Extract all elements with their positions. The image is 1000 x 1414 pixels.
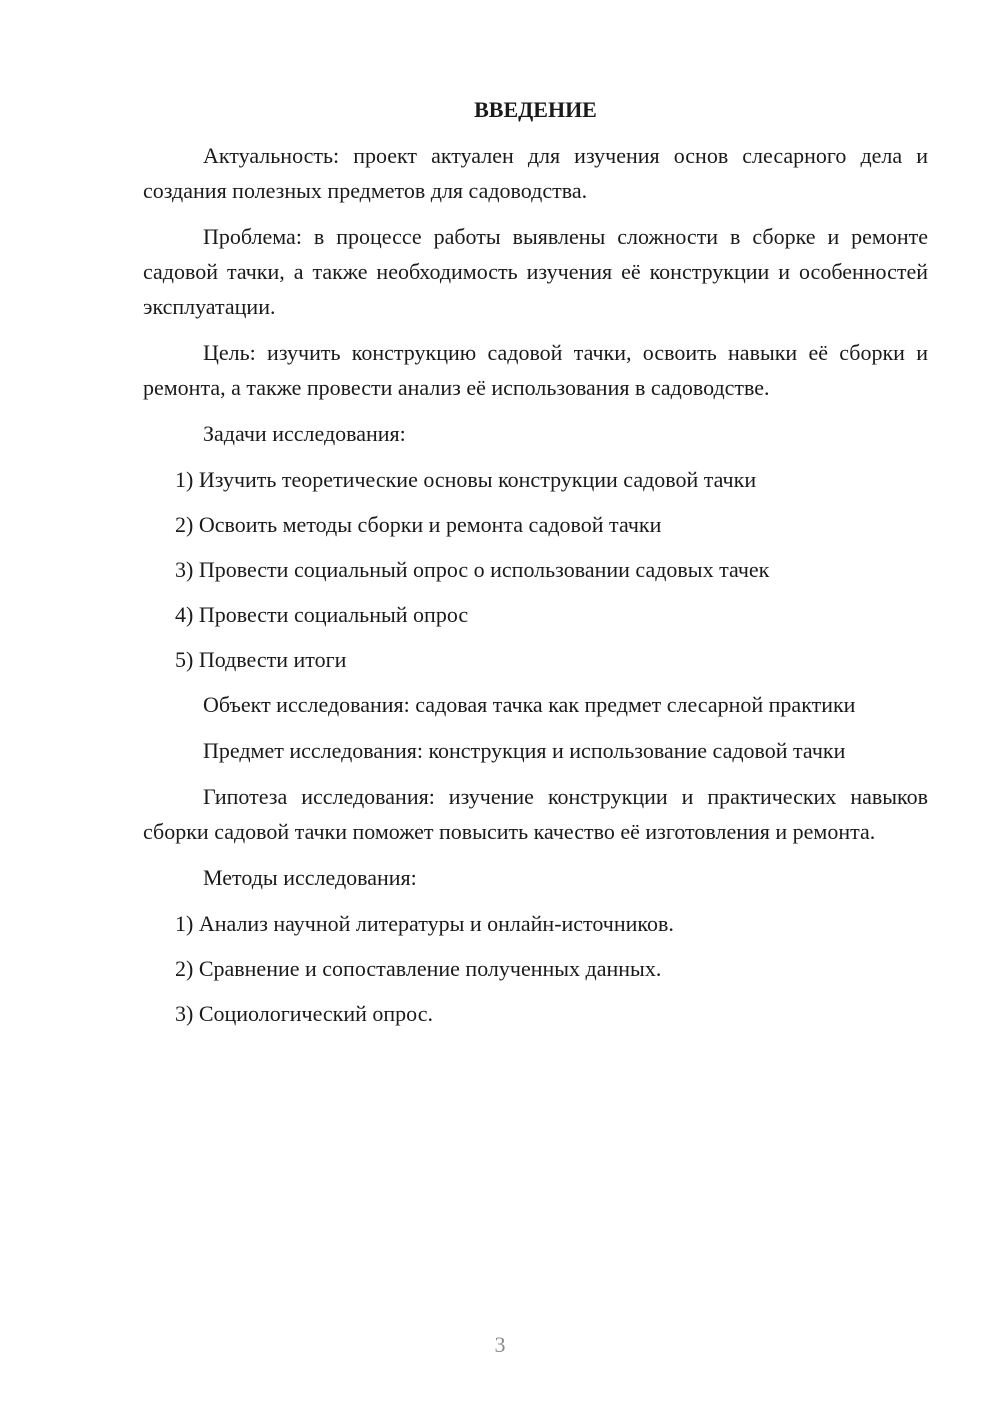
problem-paragraph: Проблема: в процессе работы выявлены сложности в сборке и ремонте садовой тачки, а также необходимость изучения её конструкции и особенностей эксплуатации.	[143, 224, 928, 319]
task-item-1: 1) Изучить теоретические основы конструкции садовой тачки	[175, 467, 757, 492]
relevance-paragraph: Актуальность: проект актуален для изучения основ слесарного дела и создания полезных предметов для садоводства.	[143, 143, 928, 203]
object-paragraph: Объект исследования: садовая тачка как предмет слесарной практики	[203, 692, 856, 717]
task-item-4: 4) Провести социальный опрос	[175, 602, 469, 627]
goal-paragraph: Цель: изучить конструкцию садовой тачки, освоить навыки её сборки и ремонта, а также провести анализ её использования в садоводстве.	[143, 340, 928, 400]
task-item-2: 2) Освоить методы сборки и ремонта садовой тачки	[175, 512, 662, 537]
method-item-2: 2) Сравнение и сопоставление полученных данных.	[175, 956, 662, 981]
page-title: ВВЕДЕНИЕ	[474, 97, 597, 122]
methods-heading: Методы исследования:	[203, 865, 417, 890]
method-item-1: 1) Анализ научной литературы и онлайн-источников.	[175, 911, 674, 936]
method-item-3: 3) Социологический опрос.	[175, 1001, 433, 1026]
hypothesis-paragraph: Гипотеза исследования: изучение конструкции и практических навыков сборки садовой тачки поможет повысить качество её изготовления и ремонта.	[143, 784, 928, 844]
task-item-3: 3) Провести социальный опрос о использовании садовых тачек	[175, 557, 770, 582]
task-item-5: 5) Подвести итоги	[175, 647, 347, 672]
subject-paragraph: Предмет исследования: конструкция и использование садовой тачки	[203, 738, 846, 763]
tasks-heading: Задачи исследования:	[203, 421, 406, 446]
document-page	[143, 92, 928, 1041]
page-number: 3	[494, 1332, 506, 1357]
